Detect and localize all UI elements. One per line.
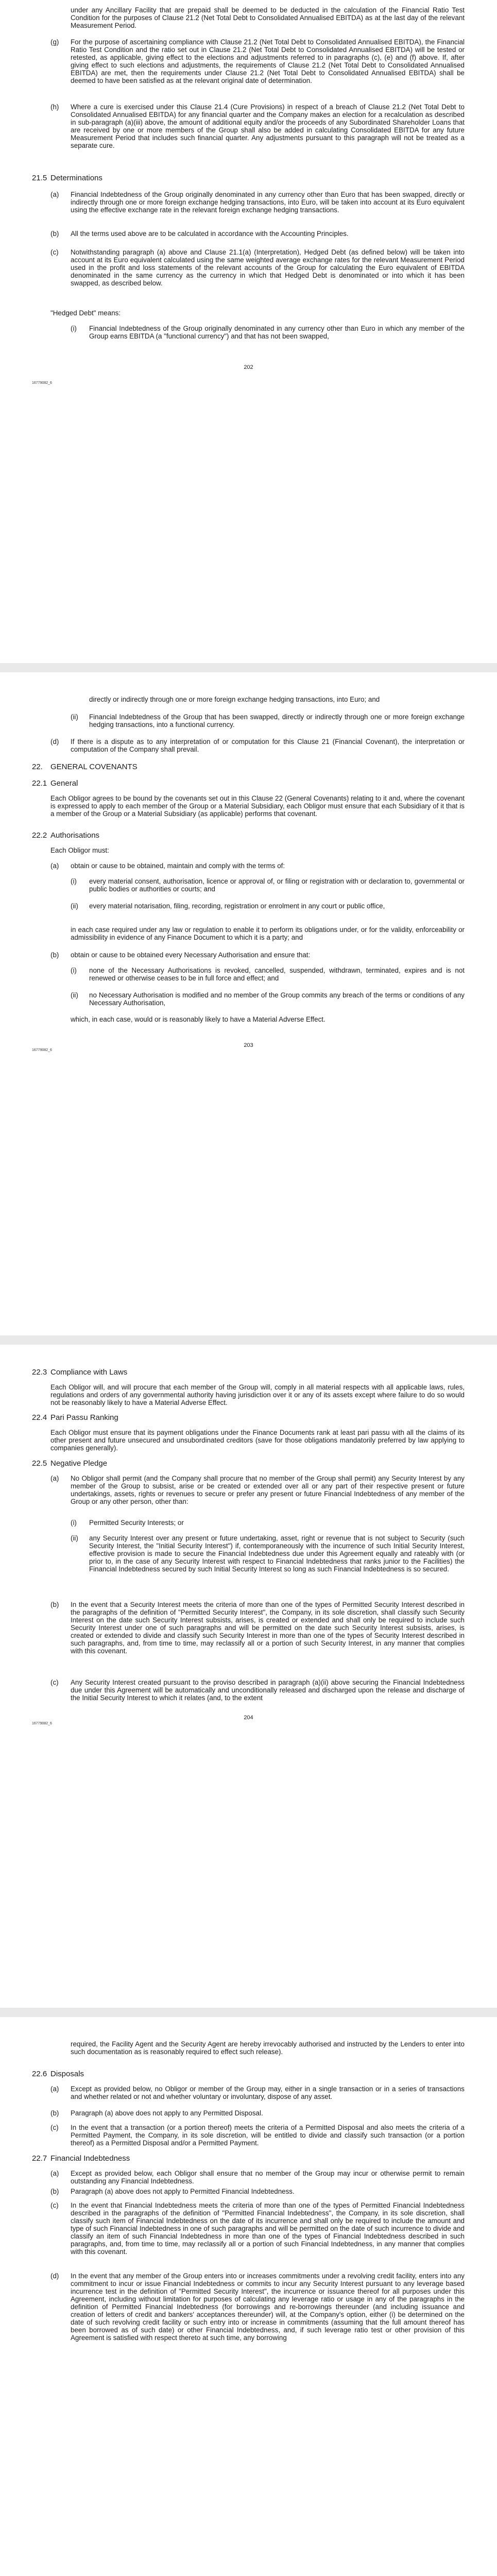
item-label: (c): [50, 1679, 59, 1686]
item-label: (h): [50, 103, 59, 111]
section-title: Disposals: [50, 2070, 84, 2078]
paragraph-fi-d: In the event that any member of the Group enters into or increases commitments under a revolving credit facility, enters into any commitment to incur or issue Financial Indebtedness or commits to incur any Security Interest pursuant to any leverage based incurrence test in the definition of "Permitted Security Interest", the incurrence or issuance thereof for all purposes under this Agreement, including without limitation for purposes of calculating any leverage ratio or usage in any of the paragraphs in the definition of Permitted Financial Indebtedness (for borrowings and re-borrowings thereunder (and including issuance and creation of letters of credit and bankers' acceptances thereunder) will, at the Company's option, either (i) be determined on the date of such revolving credit facility or such entry into or increase in commitments (assuming that the full amount thereof has been borrowed as of such date) or other Financial Indebtedness, and, if such leverage ratio test or other provision of this Agreement is satisfied with respect thereto at such time, any borrowing: [71, 2272, 465, 2342]
page-204: [0, 1345, 497, 2008]
item-label: (b): [50, 1601, 59, 1608]
item-label: (a): [50, 2085, 59, 2093]
paragraph-b-ii: no Necessary Authorisation is modified and no member of the Group commits any breach of the terms or conditions of any Necessary Authorisation,: [89, 991, 465, 1007]
paragraph-continued: directly or indirectly through one or more foreign exchange hedging transactions, into Euro; and: [89, 696, 380, 703]
paragraph-compliance: Each Obligor will, and will procure that each member of the Group will, comply in all material respects with all applicable laws, rules, regulations and orders of any governmental authority having jurisdiction over it or any of its assets except where failure to do so would not be reasonably likely to have a Material Adverse Effect.: [50, 1383, 465, 1406]
section-title: Determinations: [50, 174, 102, 182]
item-label: (a): [50, 191, 59, 198]
paragraph-d: If there is a dispute as to any interpretation of or computation for this Clause 21 (Financial Covenant), the interpretation or computation of the Company shall prevail.: [71, 738, 465, 753]
document-id: 16779082_6: [32, 1048, 52, 1052]
item-label: (ii): [71, 902, 78, 910]
page-number: 203: [244, 1042, 253, 1048]
page-number: 204: [244, 1715, 253, 1721]
paragraph-top: under any Ancillary Facility that are prepaid shall be deemed to be deducted in the calculation of the Financial Ratio Test Condition for the purposes of Clause 21.2 (Net Total Debt to Consolidated Annualised EBITDA) as at the last day of the relevant Measurement Period.: [71, 6, 465, 29]
section-title: Authorisations: [50, 831, 100, 840]
paragraph-a-i: Permitted Security Interests; or: [89, 1519, 184, 1527]
item-label: (i): [71, 1519, 77, 1527]
item-label: (d): [50, 2272, 59, 2280]
item-label: (ii): [71, 713, 78, 721]
paragraph-a: No Obligor shall permit (and the Company shall procure that no member of the Group shall permit) any Security Interest by any member of the Group to subsist, arise or be created or extended over all or any part of their respective present or future undertakings, assets, rights or revenues to secure or prefer any present or future Financial Indebtedness of any member of the Group or any other person, other than:: [71, 1475, 465, 1505]
item-label: (i): [71, 325, 77, 332]
paragraph-i: Financial Indebtedness of the Group originally denominated in any currency other than Euro in which any member of the Group earns EBITDA (a "functional currency") and that has not been swapped,: [89, 325, 465, 340]
section-title: Compliance with Laws: [50, 1368, 128, 1377]
item-label: (b): [50, 951, 59, 959]
section-title: General: [50, 779, 78, 788]
paragraph-a-tail: in each case required under any law or regulation to enable it to perform its obligations under, or for the validity, enforceability or admissibility in evidence of any Finance Document to which it is a party; and: [71, 926, 465, 941]
item-label: (i): [71, 967, 77, 974]
section-title: Negative Pledge: [50, 1459, 108, 1468]
paragraph-b: All the terms used above are to be calculated in accordance with the Accounting Principles.: [71, 230, 349, 238]
section-number: 22.2: [32, 831, 47, 840]
page-separator: [0, 1335, 497, 1345]
paragraph-g: For the purpose of ascertaining compliance with Clause 21.2 (Net Total Debt to Consolidated Annualised EBITDA), the Financial Ratio Test Condition and the ratio set out in Clause 21.2 (Net Total Debt to Consolidated Annualised EBITDA) will be tested or retested, as applicable, giving effect to the elections and adjustments referred to in paragraphs (c), (e) and (f) above. If, after giving effect to such elections and adjustments, the requirements of Clause 21.2 (Net Total Debt to Consolidated Annualised EBITDA) are met, then the requirements under Clause 21.2 (Net Total Debt to Consolidated Annualised EBITDA) shall be deemed to have been satisfied as at the relevant original date of determination.: [71, 38, 465, 84]
section-number: 22.: [32, 762, 43, 771]
section-title: GENERAL COVENANTS: [50, 762, 138, 771]
paragraph-a: obtain or cause to be obtained, maintain and comply with the terms of:: [71, 862, 285, 870]
section-number: 21.5: [32, 174, 47, 182]
paragraph-a-ii: every material notarisation, filing, recording, registration or enrolment in any court or public office,: [89, 902, 385, 910]
section-number: 22.4: [32, 1413, 47, 1422]
item-label: (d): [50, 738, 59, 745]
paragraph-b-i: none of the Necessary Authorisations is revoked, cancelled, suspended, withdrawn, terminated, expires and is not renewed or otherwise ceases to be in full force and effect; and: [89, 967, 465, 982]
item-label: (c): [50, 2201, 59, 2209]
section-title: Pari Passu Ranking: [50, 1413, 118, 1422]
page-202: [0, 0, 497, 663]
section-number: 22.7: [32, 2154, 47, 2163]
paragraph-c: Notwithstanding paragraph (a) above and Clause 21.1(a) (Interpretation), Hedged Debt (as defined below) will be taken into account at its Euro equivalent calculated using the same weighted average exchange rates for the relevant Measurement Period used in the profit and loss statements of the relevant accounts of the Group for calculating the Euro equivalent of EBITDA denominated in the same currency as the currency in which that Hedged Debt is denominated or into which it has been swapped, as described below.: [71, 248, 465, 287]
item-label: (g): [50, 38, 59, 46]
item-label: (a): [50, 862, 59, 870]
item-label: (ii): [71, 991, 78, 999]
section-number: 22.3: [32, 1368, 47, 1377]
paragraph-a-i: every material consent, authorisation, licence or approval of, or filing or registration with or declaration to, governmental or public bodies or authorities or courts; and: [89, 877, 465, 893]
page-number: 202: [244, 364, 253, 370]
page-203: [0, 672, 497, 1335]
section-number: 22.5: [32, 1459, 47, 1468]
item-label: (b): [50, 230, 59, 238]
paragraph-must: Each Obligor must:: [50, 846, 109, 854]
paragraph-b: obtain or cause to be obtained every Necessary Authorisation and ensure that:: [71, 951, 311, 959]
paragraph-a: Financial Indebtedness of the Group originally denominated in any currency other than Euro that has been swapped, directly or indirectly through one or more foreign exchange hedging transactions, into Euro, will be taken into account at its Euro equivalent using the effective exchange rate in the relevant foreign exchange hedging transactions.: [71, 191, 465, 214]
paragraph-a-ii: any Security Interest over any present or future undertaking, asset, right or revenue that is not subject to Security (such Security Interest, the "Initial Security Interest") if, contemporaneously with the incurrence of such Initial Security Interest, effective provision is made to secure the Financial Indebtedness due under this Agreement equally and rateably with (or prior to, in the case of any Security Interest with respect to Financial Indebtedness that ranks junior to the Facilities) the Financial Indebtedness secured by such Initial Security Interest so long as such Financial Indebtedness is so secured.: [89, 1534, 465, 1573]
page-205: [0, 2017, 497, 2576]
section-number: 22.1: [32, 779, 47, 788]
section-title: Financial Indebtedness: [50, 2154, 130, 2163]
paragraph-continued: required, the Facility Agent and the Security Agent are hereby irrevocably authorised and instructed by the Lenders to enter into such documentation as is reasonably required to effect such release).: [71, 2040, 465, 2056]
paragraph-disposals-a: Except as provided below, no Obligor or member of the Group may, either in a single transaction or in a series of transactions and whether related or not and whether voluntary or involuntary, dispose of any asset.: [71, 2085, 465, 2100]
document-id: 16779082_6: [32, 1722, 52, 1725]
paragraph-general: Each Obligor agrees to be bound by the covenants set out in this Clause 22 (General Covenants) relating to it and, where the covenant is expressed to apply to each member of the Group or a Material Subsidiary, each Obligor must ensure that each Subsidiary of it that is a member of the Group or a Material Subsidiary (as applicable) performs that covenant.: [50, 794, 465, 818]
paragraph-h: Where a cure is exercised under this Clause 21.4 (Cure Provisions) in respect of a breach of Clause 21.2 (Net Total Debt to Consolidated Annualised EBITDA) for any financial quarter and the Company makes an election for a recalculation as described in sub-paragraph (a)(iii) above, the amount of additional equity and/or the proceeds of any Subordinated Shareholder Loans that are received by one or more members of the Group shall also be added in calculating Consolidated EBITDA for any future Measurement Period that includes such financial quarter. Any adjustments pursuant to this paragraph will not be treated as a separate cure.: [71, 103, 465, 149]
paragraph-pari-passu: Each Obligor must ensure that its payment obligations under the Finance Documents rank at least pari passu with all the claims of its other present and future unsecured and unsubordinated creditors (save for those obligations mandatorily preferred by law applying to companies generally).: [50, 1429, 465, 1452]
item-label: (a): [50, 1475, 59, 1482]
item-label: (b): [50, 2188, 59, 2195]
paragraph-b-tail: which, in each case, would or is reasonably likely to have a Material Adverse Effect.: [71, 1015, 325, 1023]
page-separator: [0, 2008, 497, 2017]
paragraph-fi-a: Except as provided below, each Obligor shall ensure that no member of the Group may incur or otherwise permit to remain outstanding any Financial Indebtedness.: [71, 2170, 465, 2185]
item-label: (b): [50, 2109, 59, 2117]
page-separator: [0, 663, 497, 672]
section-number: 22.6: [32, 2070, 47, 2078]
paragraph-b: In the event that a Security Interest meets the criteria of more than one of the types of Permitted Security Interest described in the paragraphs of the definition of "Permitted Security Interest", the Company, in its sole discretion, shall classify such Security Interest on the date such Security Interest subsists, arises, is created or extended and shall only be required to include such Security Interest under one of such paragraphs and will be permitted on the date such Security Interest subsists, arises, is created or extended to divide and classify such Security Interest in more than one of the types of Security Interest described in such paragraphs, and, from time to time, may reclassify all or a portion of such Security Interest, in any manner that complies with this covenant.: [71, 1601, 465, 1655]
definition-heading: "Hedged Debt" means:: [50, 309, 121, 317]
paragraph-disposals-b: Paragraph (a) above does not apply to any Permitted Disposal.: [71, 2109, 263, 2117]
item-label: (c): [50, 2124, 59, 2131]
item-label: (c): [50, 248, 59, 256]
paragraph-ii: Financial Indebtedness of the Group that has been swapped, directly or indirectly through one or more foreign exchange hedging transactions, into a functional currency.: [89, 713, 465, 728]
paragraph-disposals-c: In the event that a transaction (or a portion thereof) meets the criteria of a Permitted Disposal and also meets the criteria of a Permitted Payment, the Company, in its sole discretion, will be entitled to divide and classify such transaction (or a portion thereof) as a Permitted Disposal and/or a Permitted Payment.: [71, 2124, 465, 2147]
item-label: (a): [50, 2170, 59, 2177]
item-label: (ii): [71, 1534, 78, 1542]
item-label: (i): [71, 877, 77, 885]
paragraph-fi-b: Paragraph (a) above does not apply to Permitted Financial Indebtedness.: [71, 2188, 295, 2195]
document-id: 16779082_6: [32, 381, 52, 385]
paragraph-c: Any Security Interest created pursuant to the proviso described in paragraph (a)(ii) above securing the Financial Indebtedness due under this Agreement will be automatically and unconditionally released and discharged upon the release and discharge of the Initial Security Interest to which it relates (and, to the extent: [71, 1679, 465, 1702]
paragraph-fi-c: In the event that Financial Indebtedness meets the criteria of more than one of the types of Permitted Financial Indebtedness described in the paragraphs of the definition of "Permitted Financial Indebtedness", the Company, in its sole discretion, shall classify such item of Financial Indebtedness on the date of its incurrence and shall only be required to include the amount and type of such Financial Indebtedness in one of such paragraphs and will be permitted on the date of such incurrence to divide and classify an item of such Financial Indebtedness in more than one of the types of Financial Indebtedness described in such paragraphs, and, from time to time, may reclassify all or a portion of such Financial Indebtedness, in any manner that complies with this covenant.: [71, 2201, 465, 2256]
